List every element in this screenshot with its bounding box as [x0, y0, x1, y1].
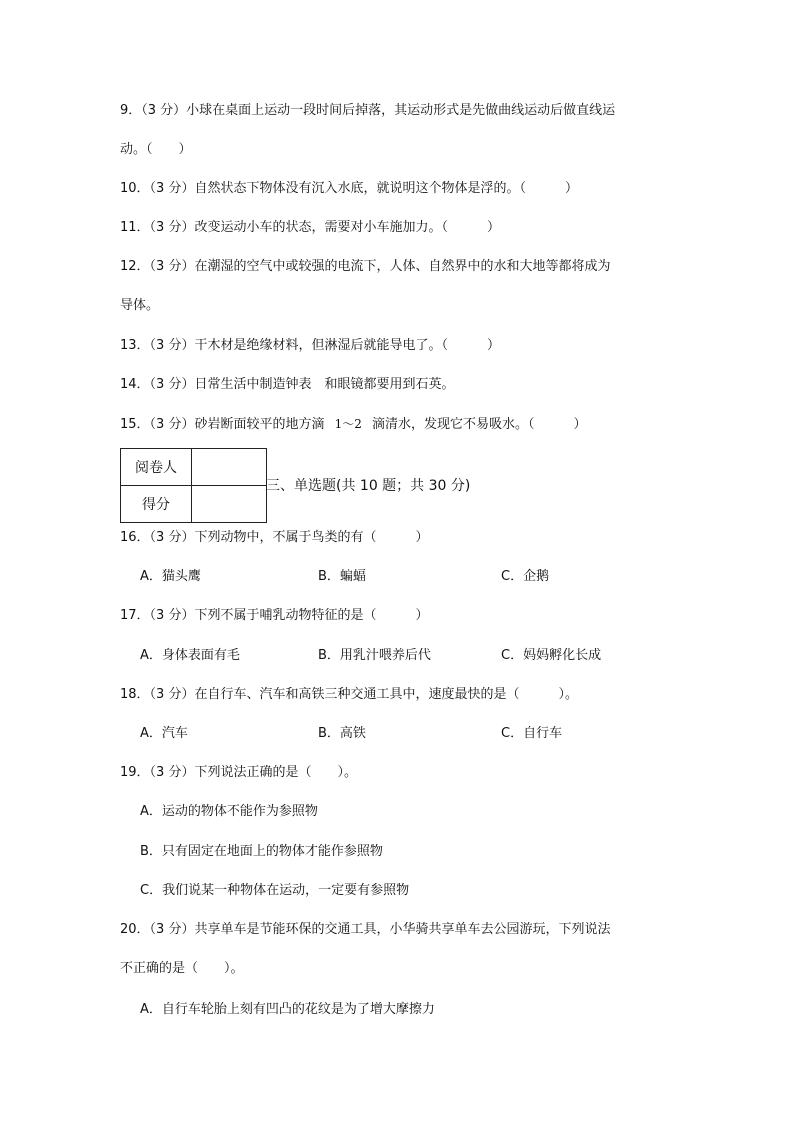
question-17-option-a: A．身体表面有毛 [140, 648, 240, 663]
section-title: 三、单选题(共 10 题；共 30 分) [266, 478, 471, 494]
question-17-option-b: B．用乳汁喂养后代 [318, 648, 431, 663]
question-20-option-a: A．自行车轮胎上刻有凹凸的花纹是为了增大摩擦力 [140, 1002, 435, 1017]
question-16: 16．（3 分）下列动物中，不属于鸟类的有（ ） [120, 530, 429, 545]
question-18-option-a: A．汽车 [140, 726, 188, 741]
question-19-option-b: B．只有固定在地面上的物体才能作参照物 [140, 844, 383, 859]
question-15-math: 1～2 [334, 417, 362, 431]
question-18-option-c: C．自行车 [501, 726, 563, 741]
score-label: 得分 [121, 486, 192, 523]
score-cell [192, 486, 267, 523]
question-15-before: 15．（3 分）砂岩断面较平的地方滴 [120, 417, 325, 432]
question-19-option-a: A．运动的物体不能作为参照物 [140, 804, 318, 819]
question-11: 11．（3 分）改变运动小车的状态，需要对小车施加力。（ ） [120, 220, 500, 235]
question-19: 19．（3 分）下列说法正确的是（ ）。 [120, 765, 357, 780]
question-9-line1: 9．（3 分）小球在桌面上运动一段时间后掉落，其运动形式是先做曲线运动后做直线运 [120, 103, 616, 118]
question-16-option-a: A．猫头鹰 [140, 569, 201, 584]
question-16-option-c: C．企鹅 [501, 569, 550, 584]
question-17-option-c: C．妈妈孵化长成 [501, 648, 602, 663]
score-table [120, 448, 267, 523]
question-14: 14．（3 分）日常生活中制造钟表 和眼镜都要用到石英。 [120, 377, 455, 392]
question-18-option-b: B．高铁 [318, 726, 366, 741]
question-16-option-b: B．蝙蝠 [318, 569, 366, 584]
question-9-line2: 动。（ ） [120, 142, 192, 157]
question-18: 18．（3 分）在自行车、汽车和高铁三种交通工具中，速度最快的是（ ）。 [120, 687, 578, 702]
question-20-line2: 不正确的是（ ）。 [120, 961, 244, 976]
question-12-line1: 12．（3 分）在潮湿的空气中或较强的电流下，人体、自然界中的水和大地等都将成为 [120, 259, 611, 274]
question-13: 13．（3 分）干木材是绝缘材料，但淋湿后就能导电了。（ ） [120, 338, 500, 353]
question-12-line2: 导体。 [120, 298, 160, 313]
question-10: 10．（3 分）自然状态下物体没有沉入水底，就说明这个物体是浮的。（ ） [120, 181, 578, 196]
question-19-option-c: C．我们说某一种物体在运动，一定要有参照物 [140, 883, 410, 898]
question-17: 17．（3 分）下列不属于哺乳动物特征的是（ ） [120, 608, 429, 623]
question-15-after: 滴清水，发现它不易吸水。（ ） [372, 417, 587, 432]
question-15 [120, 415, 587, 434]
reviewer-cell [192, 449, 267, 486]
question-20-line1: 20．（3 分）共享单车是节能环保的交通工具，小华骑共享单车去公园游玩，下列说法 [120, 922, 611, 937]
reviewer-label: 阅卷人 [121, 449, 192, 486]
